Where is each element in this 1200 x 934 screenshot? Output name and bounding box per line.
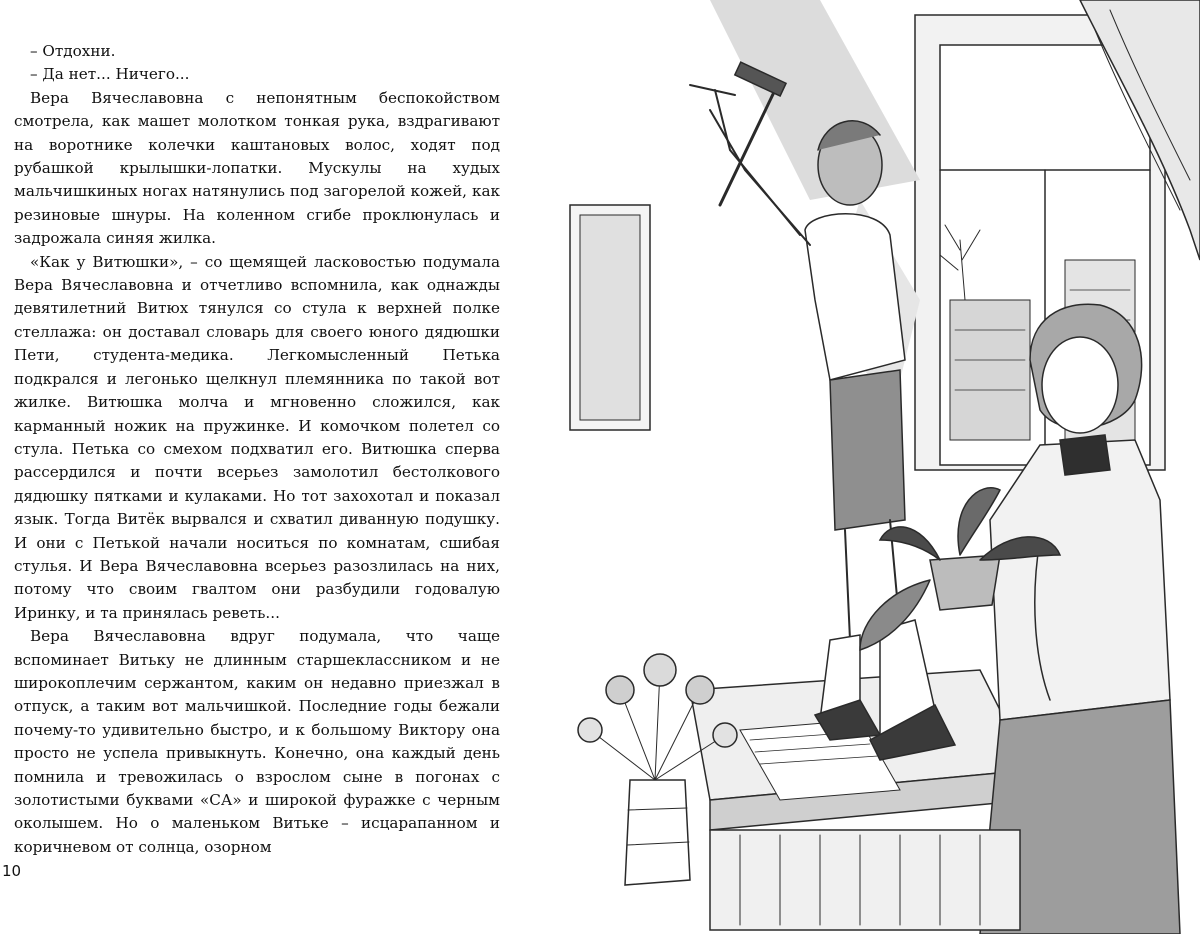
radiator bbox=[710, 830, 1020, 930]
paragraph-4: «Как у Витюшки», – со щемящей ласковостью подумала Вера Вячеславовна и отчетливо вспомнила, как однажды девятилетний Витюх тянулся со стула к верхней полке стеллажа: он доставал словарь для своего юного дядюшки Пети, студента-медика. Легкомысленный Петька подкрался и легонько щелкнул племянника по такой вот жилке. Витюшка молча и мгновенно сложился, как карманный ножик на пружинке. И комочком полетел со стула. Петька со смехом подхватил его. Витюшка сперва рассердился и почти всерьез замолотил бестолкового дядюшку пятками и кулаками. Но тот захохотал и показал язык. Тогда Витёк вырвался и схватил диванную подушку. И они с Петькой начали носиться по комнатам, сшибая стулья. И Вера Вячеславовна всерьез разозлилась на них, потому что своим гвалтом они разбудили годовалую Иринку, и та принялась реветь... bbox=[14, 252, 500, 622]
paragraph-2: – Да нет... Ничего... bbox=[30, 65, 190, 84]
page-number: 10 bbox=[2, 862, 22, 880]
paragraph-5: Вера Вячеславовна вдруг подумала, что чаще вспоминает Витьку не длинным старшеклассником и не широкоплечим сержантом, каким он недавно приезжал в отпуск, а таким вот мальчишкой. Последние годы бежали почему-то удивительно быстро, и к большому Виктору она просто не успела привыкнуть. Конечно, она каждый день помнила и тревожилась о взрослом сыне в погонах с золотистыми буквами «СА» и широкой фуражке с черным околышем. Но о маленьком Витьке – исцарапанном и коричневом от солнца, озорном bbox=[14, 627, 500, 856]
left-page bbox=[0, 0, 520, 934]
illustration bbox=[560, 0, 1200, 934]
paragraph-3: Вера Вячеславовна с непонятным беспокойством смотрела, как машет молотком тонкая рука, вздрагивают на воротнике колечки каштановых волос, ходят под рубашкой крылышки-лопатки. Мускулы на худых мальчишкиных ногах натянулись под загорелой кожей, как резиновые шнуры. На коленном сгибе проклюнулась и задрожала синяя жилка. bbox=[14, 88, 500, 248]
body-text bbox=[14, 40, 500, 859]
pencil-sketch-illustration bbox=[560, 0, 1200, 934]
wall-picture bbox=[570, 205, 650, 430]
paragraph-1: – Отдохни. bbox=[30, 42, 116, 60]
